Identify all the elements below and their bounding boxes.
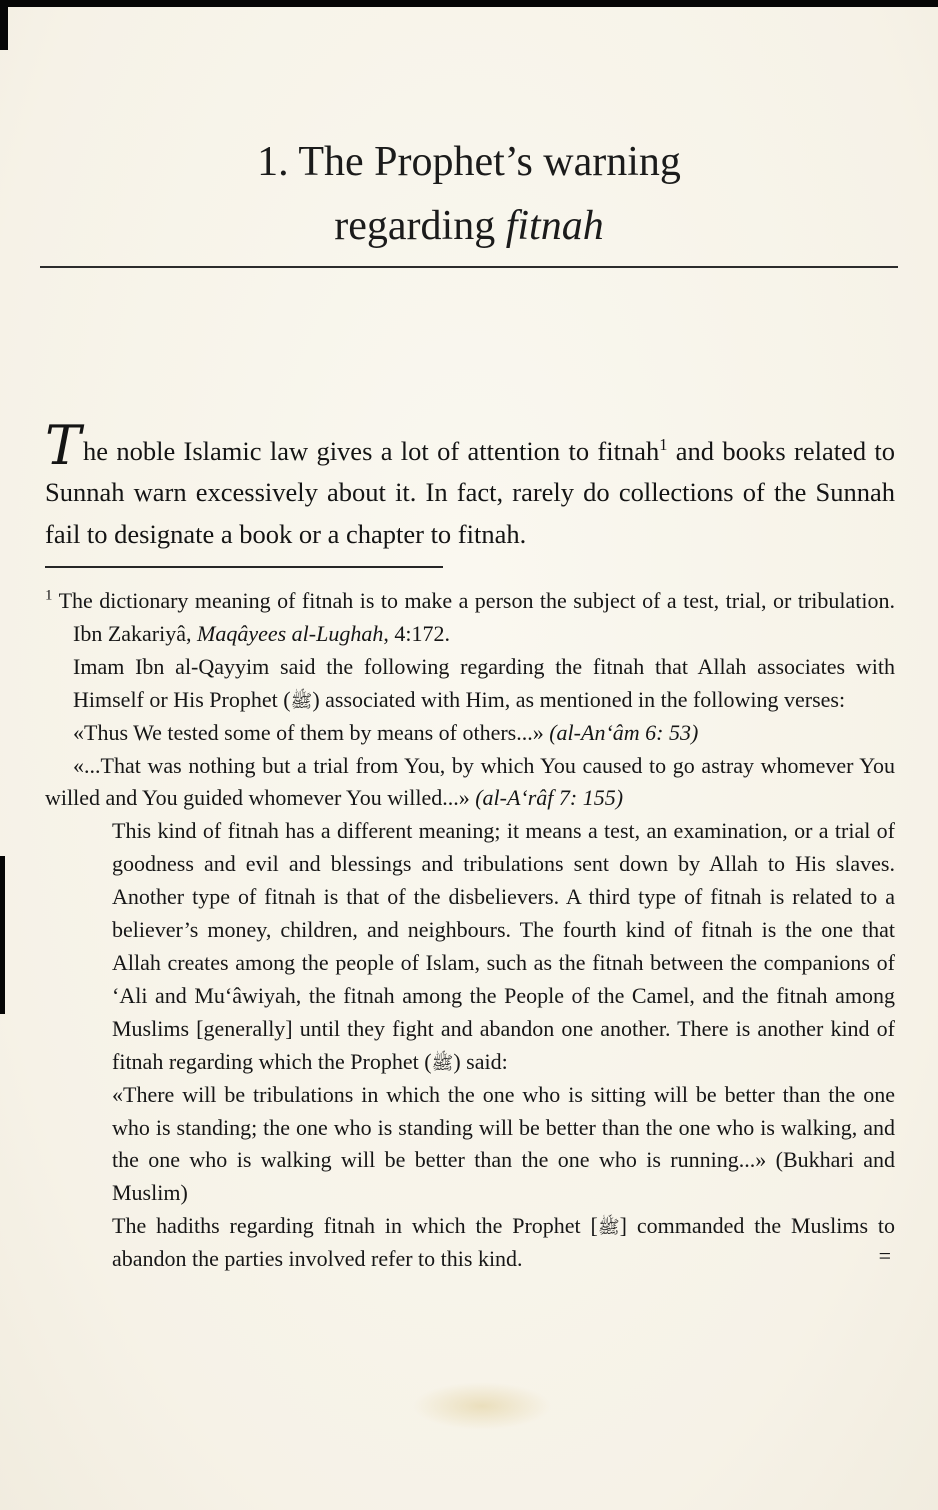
scan-edge-artifact-left-middle	[0, 856, 5, 1014]
text-segment: ) said:	[453, 1048, 508, 1074]
chapter-title	[0, 130, 938, 258]
text-segment: ] commanded the Muslims to abandon the parties involved refer to this kind.	[112, 1213, 895, 1272]
footnote-rule	[45, 566, 443, 568]
text-segment: regarding	[334, 203, 506, 249]
chapter-title-line1: 1. The Prophet’s warning	[257, 139, 681, 185]
text-segment: «Thus We tested some of them by means of others...»	[73, 719, 550, 745]
text-segment: and books related to Sunnah warn excessively about it. In fact, rarely do collections of the Sunnah fail to designate a book or a chapter to fitnah.	[45, 435, 896, 549]
title-rule	[40, 266, 898, 268]
text-segment: , 4:172.	[383, 620, 450, 646]
footnote-paragraph	[45, 717, 895, 750]
text-segment: fitnah	[505, 203, 604, 249]
text-segment: «...That was nothing but a trial from You, by which You caused to go astray whomever You willed and You guided whomever You willed...»	[45, 752, 895, 811]
text-segment: ) associated with Him, as mentioned in the following verses:	[312, 686, 846, 712]
dropcap: T	[45, 413, 82, 477]
body-paragraph-text	[45, 436, 895, 549]
footnote-paragraph	[45, 1079, 895, 1211]
scan-stain	[412, 1382, 552, 1430]
continuation-mark: =	[878, 1243, 891, 1269]
scan-edge-artifact-top	[0, 0, 938, 7]
footnote-reference: 1	[659, 434, 668, 454]
text-segment: Maqâyees al-Lughah	[197, 620, 384, 646]
body-paragraph	[45, 413, 896, 556]
text-segment: Imam Ibn al-Qayyim said the following regarding the fitnah that Allah associates with Himself or His Prophet (	[73, 653, 895, 712]
chapter-title-line2	[0, 194, 938, 258]
footnote-paragraphs	[45, 585, 895, 1276]
scan-edge-artifact-left-top	[0, 0, 8, 50]
text-segment: The dictionary meaning of fitnah is to make a person the subject of a test, trial, or tribulation. Ibn Zakariyâ,	[58, 588, 895, 646]
footnote-marker: 1	[45, 587, 53, 604]
text-segment: This kind of fitnah has a different meaning; it means a test, an examination, or a trial of goodness and evil and blessings and tribulations sent down by Allah to His slaves. Another type of fitnah is that of the disbelievers. A third type of fitnah is related to a believer’s money, children, and neighbours. The fourth kind of fitnah is the one that Allah creates among the people of Islam, such as the fitnah between the companions of ‘Ali and Mu‘âwiyah, the fitnah among the People of the Camel, and the fitnah among Muslims [generally] until they fight and abandon one another. There is another kind of fitnah regarding which the Prophet (	[112, 818, 895, 1074]
prophet-honorific-symbol: ﷺ	[290, 690, 313, 711]
text-segment: The hadiths regarding fitnah in which the Prophet [	[112, 1213, 598, 1239]
footnote-paragraph	[45, 750, 895, 816]
footnote-paragraph	[45, 585, 895, 651]
text-segment: he noble Islamic law gives a lot of attention to fitnah	[83, 435, 660, 466]
text-segment: «There will be tribulations in which the one who is sitting will be better than the one who is standing; the one who is standing will be better than the one who is walking, and the one who is walking will be better than the one who is running...» (Bukhari and Muslim)	[112, 1081, 895, 1206]
text-segment: (al-An‘âm 6: 53)	[549, 719, 699, 745]
prophet-honorific-symbol: ﷺ	[431, 1052, 454, 1073]
text-segment: (al-A‘râf 7: 155)	[475, 785, 624, 811]
prophet-honorific-symbol: ﷺ	[597, 1217, 620, 1238]
footnote-paragraph	[45, 1210, 895, 1276]
footnote-paragraph	[45, 651, 895, 717]
footnote-paragraph	[45, 815, 895, 1078]
footnote	[45, 585, 895, 1276]
